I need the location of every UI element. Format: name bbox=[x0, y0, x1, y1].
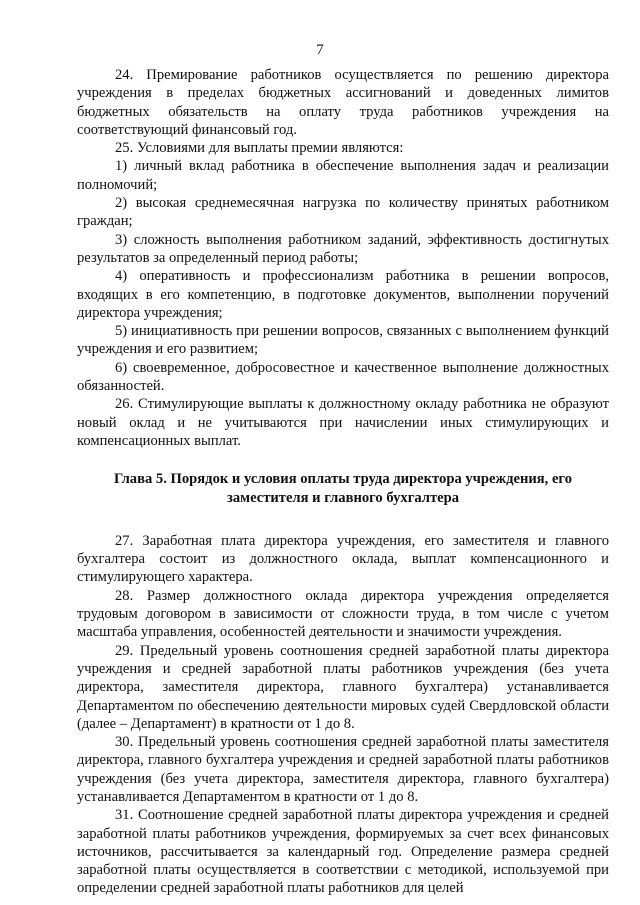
list-item-2: 2) высокая среднемесячная нагрузка по количеству принятых работником граждан; bbox=[77, 195, 609, 230]
page-number: 7 bbox=[316, 42, 324, 58]
chapter-title: Глава 5. Порядок и условия оплаты труда директора учреждения, его заместителя и главного бухгалтера bbox=[113, 471, 572, 506]
list-item-6: 6) своевременное, добросовестное и качественное выполнение должностных обязанностей. bbox=[77, 359, 609, 395]
paragraph-31: 31. Соотношение средней заработной платы директора учреждения и средней заработной платы работников учреждения, формируемых за счет всех финансовых источников, рассчитывается за календарный год. Определение размера средней заработной платы осуществляется в соответствии с методикой, используемой при определении средней заработной платы работников для целей bbox=[77, 807, 609, 897]
document-body bbox=[77, 66, 609, 898]
paragraph-27: 27. Заработная плата директора учреждения, его заместителя и главного бухгалтера состоит из должностного оклада, выплат компенсационного и стимулирующего характера. bbox=[77, 532, 609, 586]
paragraph-30: 30. Предельный уровень соотношения средней заработной платы заместителя директора, главного бухгалтера учреждения и средней заработной платы работников учреждения (без учета директора, заместителя директора, главного бухгалтера) устанавливается Департаментом в кратности от 1 до 8. bbox=[77, 734, 609, 805]
list-item-5: 5) инициативность при решении вопросов, связанных с выполнением функций учреждения и его развитием; bbox=[77, 323, 609, 358]
list-item-4: 4) оперативность и профессионализм работника в решении вопросов, входящих в его компетенцию, в подготовке документов, выполнении поручений директора учреждения; bbox=[77, 268, 609, 321]
paragraph-24: 24. Премирование работников осуществляется по решению директора учреждения в пределах бюджетных ассигнований и доведенных лимитов бюджетных обязательств на оплату труда работников учреждения на соответствующий финансовый год. bbox=[77, 67, 609, 138]
paragraph-29: 29. Предельный уровень соотношения средней заработной платы директора учреждения и средней заработной платы работников учреждения (без учета директора, заместителя директора, главного бухгалтера) устанавливается Департаментом по обеспечению деятельности мировых судей Свердловской области (далее – Департамент) в кратности от 1 до 8. bbox=[77, 642, 609, 732]
paragraph-26: 26. Стимулирующие выплаты к должностному окладу работника не образуют новый оклад и не учитываются при начислении иных стимулирующих и компенсационных выплат. bbox=[77, 396, 609, 449]
list-item-1: 1) личный вклад работника в обеспечение выполнения задач и реализации полномочий; bbox=[77, 158, 609, 193]
list-item-3: 3) сложность выполнения работником заданий, эффективность достигнутых результатов за определенный период работы; bbox=[77, 231, 609, 266]
paragraph-28: 28. Размер должностного оклада директора учреждения определяется трудовым договором в зависимости от сложности труда, в том числе с учетом масштаба управления, особенностей деятельности и значимости учреждения. bbox=[77, 587, 609, 641]
paragraph-25: 25. Условиями для выплаты премии являются: bbox=[115, 140, 404, 157]
